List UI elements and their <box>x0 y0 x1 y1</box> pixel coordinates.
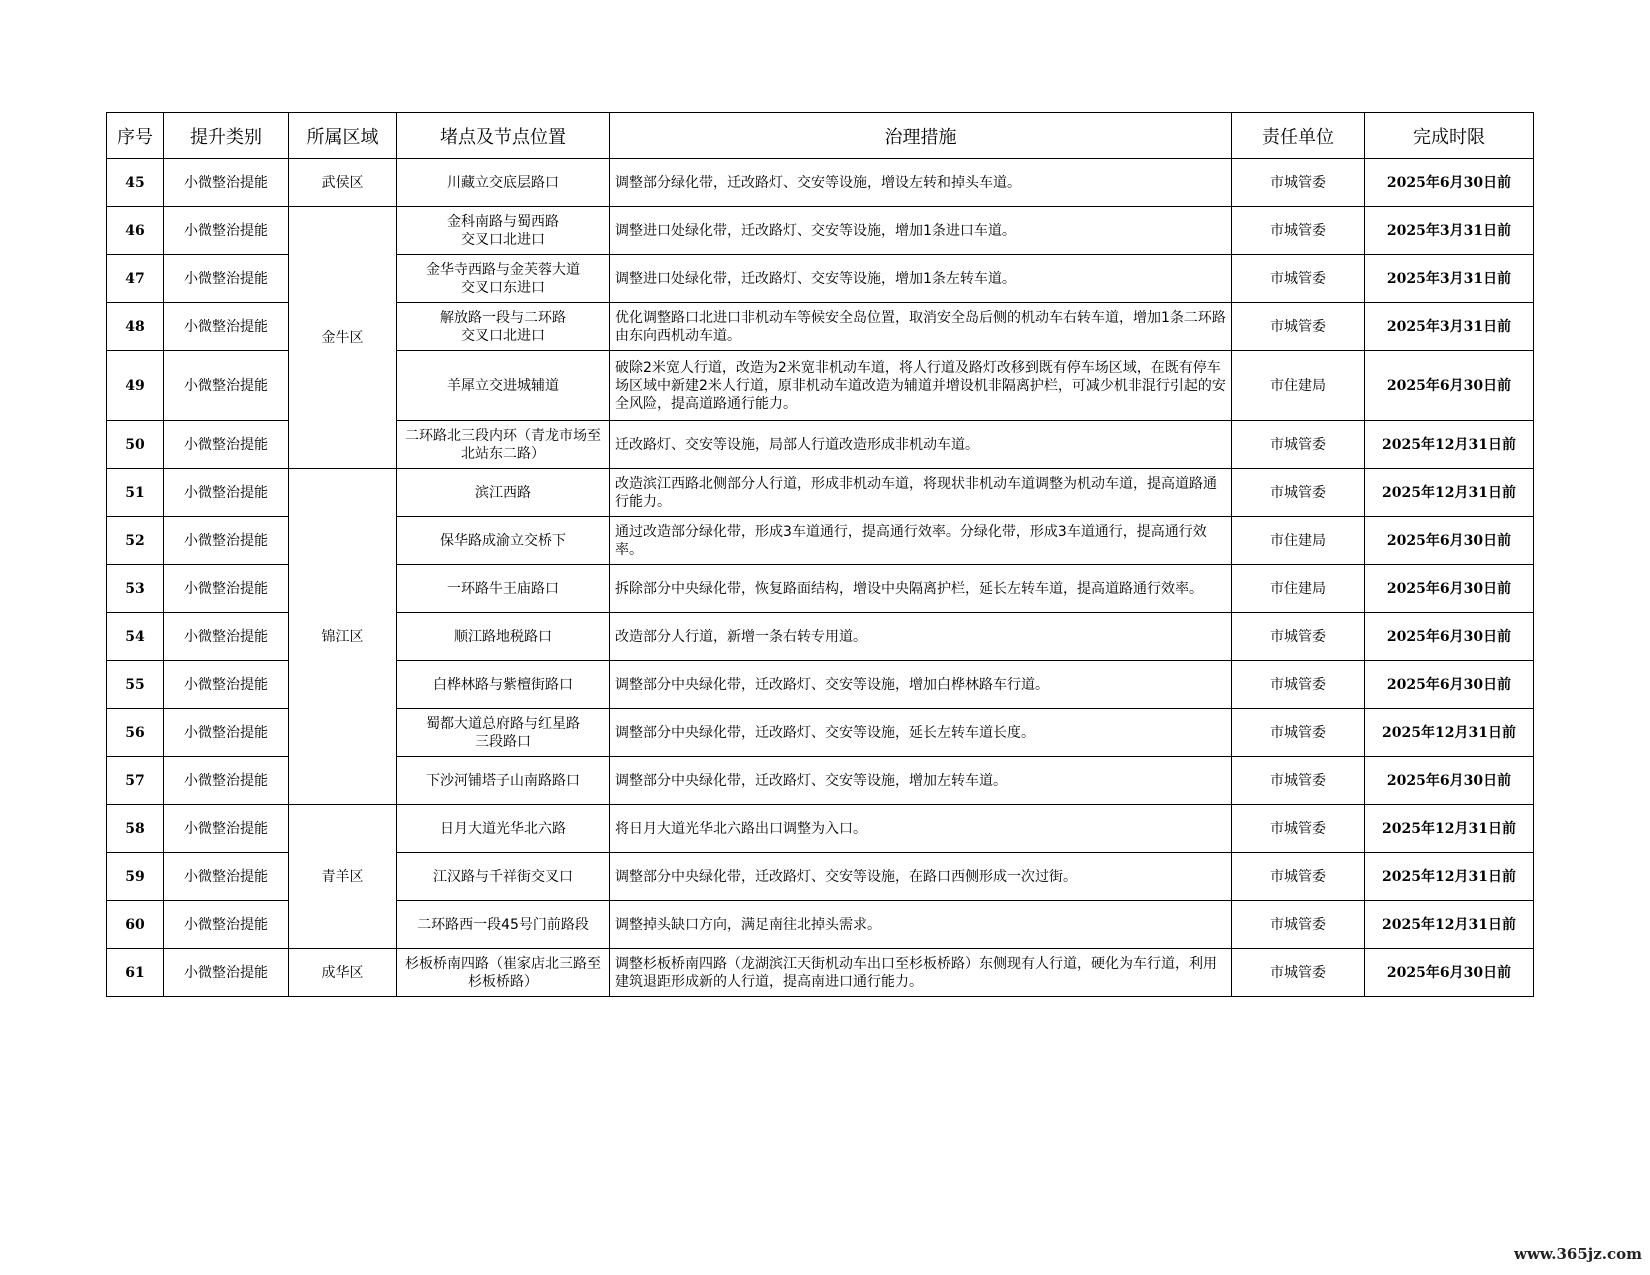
row-measure: 调整掉头缺口方向，满足南往北掉头需求。 <box>610 901 1232 949</box>
row-deadline: 2025年12月31日前 <box>1365 853 1534 901</box>
row-category: 小微整治提能 <box>164 469 289 517</box>
row-deadline: 2025年3月31日前 <box>1365 303 1534 351</box>
row-deadline: 2025年6月30日前 <box>1365 613 1534 661</box>
row-no: 57 <box>107 757 164 805</box>
header-category: 提升类别 <box>164 113 289 159</box>
row-no: 58 <box>107 805 164 853</box>
row-measure: 拆除部分中央绿化带，恢复路面结构，增设中央隔离护栏，延长左转车道，提高道路通行效率。 <box>610 565 1232 613</box>
table-row <box>107 805 1534 853</box>
row-measure: 调整部分中央绿化带，迁改路灯、交安等设施，在路口西侧形成一次过街。 <box>610 853 1232 901</box>
row-location: 滨江西路 <box>397 469 610 517</box>
row-location: 蜀都大道总府路与红星路 三段路口 <box>397 709 610 757</box>
row-category: 小微整治提能 <box>164 613 289 661</box>
row-location: 羊犀立交进城辅道 <box>397 351 610 421</box>
header-unit: 责任单位 <box>1232 113 1365 159</box>
row-location: 白桦林路与紫檀街路口 <box>397 661 610 709</box>
row-category: 小微整治提能 <box>164 159 289 207</box>
row-unit: 市城管委 <box>1232 421 1365 469</box>
row-no: 56 <box>107 709 164 757</box>
row-location: 川藏立交底层路口 <box>397 159 610 207</box>
row-category: 小微整治提能 <box>164 949 289 997</box>
row-category: 小微整治提能 <box>164 709 289 757</box>
row-category: 小微整治提能 <box>164 351 289 421</box>
row-no: 49 <box>107 351 164 421</box>
row-unit: 市城管委 <box>1232 207 1365 255</box>
row-location: 顺江路地税路口 <box>397 613 610 661</box>
row-deadline: 2025年12月31日前 <box>1365 709 1534 757</box>
row-measure: 调整部分中央绿化带，迁改路灯、交安等设施，增加左转车道。 <box>610 757 1232 805</box>
row-unit: 市城管委 <box>1232 613 1365 661</box>
row-location: 二环路西一段45号门前路段 <box>397 901 610 949</box>
row-category: 小微整治提能 <box>164 517 289 565</box>
watermark: www.365jz.com <box>1514 1245 1642 1263</box>
row-category: 小微整治提能 <box>164 901 289 949</box>
row-unit: 市城管委 <box>1232 853 1365 901</box>
row-no: 45 <box>107 159 164 207</box>
header-location: 堵点及节点位置 <box>397 113 610 159</box>
row-measure: 改造滨江西路北侧部分人行道，形成非机动车道，将现状非机动车道调整为机动车道，提高道路通行能力。 <box>610 469 1232 517</box>
row-no: 50 <box>107 421 164 469</box>
row-deadline: 2025年6月30日前 <box>1365 757 1534 805</box>
row-unit: 市城管委 <box>1232 709 1365 757</box>
row-no: 54 <box>107 613 164 661</box>
row-unit: 市城管委 <box>1232 901 1365 949</box>
row-location: 江汉路与千祥街交叉口 <box>397 853 610 901</box>
row-deadline: 2025年6月30日前 <box>1365 517 1534 565</box>
row-no: 55 <box>107 661 164 709</box>
row-deadline: 2025年6月30日前 <box>1365 159 1534 207</box>
row-region: 青羊区 <box>289 805 397 949</box>
table-header-row <box>107 113 1534 159</box>
row-measure: 破除2米宽人行道，改造为2米宽非机动车道，将人行道及路灯改移到既有停车场区域，在既有停车场区域中新建2米人行道，原非机动车道改造为辅道并增设机非隔离护栏，可减少机非混行引起的安全风险，提高道路通行能力。 <box>610 351 1232 421</box>
row-category: 小微整治提能 <box>164 853 289 901</box>
row-measure: 通过改造部分绿化带，形成3车道通行，提高通行效率。分绿化带，形成3车道通行，提高通行效率。 <box>610 517 1232 565</box>
row-region: 武侯区 <box>289 159 397 207</box>
row-no: 48 <box>107 303 164 351</box>
table-body <box>107 159 1534 997</box>
row-no: 46 <box>107 207 164 255</box>
row-deadline: 2025年6月30日前 <box>1365 661 1534 709</box>
row-category: 小微整治提能 <box>164 303 289 351</box>
row-no: 61 <box>107 949 164 997</box>
row-measure: 调整进口处绿化带，迁改路灯、交安等设施，增加1条进口车道。 <box>610 207 1232 255</box>
row-unit: 市城管委 <box>1232 661 1365 709</box>
header-deadline: 完成时限 <box>1365 113 1534 159</box>
row-unit: 市住建局 <box>1232 351 1365 421</box>
row-deadline: 2025年6月30日前 <box>1365 565 1534 613</box>
row-deadline: 2025年3月31日前 <box>1365 207 1534 255</box>
row-unit: 市城管委 <box>1232 469 1365 517</box>
row-location: 杉板桥南四路（崔家店北三路至杉板桥路） <box>397 949 610 997</box>
row-category: 小微整治提能 <box>164 757 289 805</box>
header-region: 所属区域 <box>289 113 397 159</box>
row-measure: 优化调整路口北进口非机动车等候安全岛位置，取消安全岛后侧的机动车右转车道，增加1条二环路由东向西机动车道。 <box>610 303 1232 351</box>
row-region: 金牛区 <box>289 207 397 469</box>
governance-table <box>106 112 1534 997</box>
row-measure: 调整部分中央绿化带，迁改路灯、交安等设施，增加白桦林路车行道。 <box>610 661 1232 709</box>
row-unit: 市城管委 <box>1232 949 1365 997</box>
row-region: 成华区 <box>289 949 397 997</box>
row-category: 小微整治提能 <box>164 207 289 255</box>
row-location: 金华寺西路与金芙蓉大道 交叉口东进口 <box>397 255 610 303</box>
header-no: 序号 <box>107 113 164 159</box>
row-unit: 市住建局 <box>1232 565 1365 613</box>
row-no: 51 <box>107 469 164 517</box>
row-category: 小微整治提能 <box>164 421 289 469</box>
row-category: 小微整治提能 <box>164 255 289 303</box>
row-region: 锦江区 <box>289 469 397 805</box>
table-row <box>107 949 1534 997</box>
table-row <box>107 159 1534 207</box>
row-unit: 市城管委 <box>1232 757 1365 805</box>
row-measure: 调整部分中央绿化带，迁改路灯、交安等设施，延长左转车道长度。 <box>610 709 1232 757</box>
row-location: 金科南路与蜀西路 交叉口北进口 <box>397 207 610 255</box>
row-no: 52 <box>107 517 164 565</box>
row-deadline: 2025年3月31日前 <box>1365 255 1534 303</box>
row-deadline: 2025年6月30日前 <box>1365 351 1534 421</box>
row-measure: 改造部分人行道，新增一条右转专用道。 <box>610 613 1232 661</box>
table-row <box>107 469 1534 517</box>
row-measure: 迁改路灯、交安等设施，局部人行道改造形成非机动车道。 <box>610 421 1232 469</box>
row-measure: 调整杉板桥南四路（龙湖滨江天街机动车出口至杉板桥路）东侧现有人行道，硬化为车行道，利用建筑退距形成新的人行道，提高南进口通行能力。 <box>610 949 1232 997</box>
row-location: 解放路一段与二环路 交叉口北进口 <box>397 303 610 351</box>
row-location: 一环路牛王庙路口 <box>397 565 610 613</box>
row-location: 保华路成渝立交桥下 <box>397 517 610 565</box>
row-deadline: 2025年12月31日前 <box>1365 469 1534 517</box>
row-measure: 调整进口处绿化带，迁改路灯、交安等设施，增加1条左转车道。 <box>610 255 1232 303</box>
row-deadline: 2025年6月30日前 <box>1365 949 1534 997</box>
row-unit: 市城管委 <box>1232 159 1365 207</box>
row-deadline: 2025年12月31日前 <box>1365 901 1534 949</box>
row-no: 47 <box>107 255 164 303</box>
row-measure: 调整部分绿化带，迁改路灯、交安等设施，增设左转和掉头车道。 <box>610 159 1232 207</box>
row-measure: 将日月大道光华北六路出口调整为入口。 <box>610 805 1232 853</box>
row-category: 小微整治提能 <box>164 661 289 709</box>
row-unit: 市城管委 <box>1232 255 1365 303</box>
row-unit: 市住建局 <box>1232 517 1365 565</box>
row-location: 日月大道光华北六路 <box>397 805 610 853</box>
row-category: 小微整治提能 <box>164 565 289 613</box>
row-no: 53 <box>107 565 164 613</box>
row-category: 小微整治提能 <box>164 805 289 853</box>
header-measure: 治理措施 <box>610 113 1232 159</box>
row-deadline: 2025年12月31日前 <box>1365 421 1534 469</box>
row-no: 60 <box>107 901 164 949</box>
table-row <box>107 207 1534 255</box>
row-unit: 市城管委 <box>1232 805 1365 853</box>
row-unit: 市城管委 <box>1232 303 1365 351</box>
row-location: 二环路北三段内环（青龙市场至北站东二路） <box>397 421 610 469</box>
row-no: 59 <box>107 853 164 901</box>
row-deadline: 2025年12月31日前 <box>1365 805 1534 853</box>
row-location: 下沙河铺塔子山南路路口 <box>397 757 610 805</box>
